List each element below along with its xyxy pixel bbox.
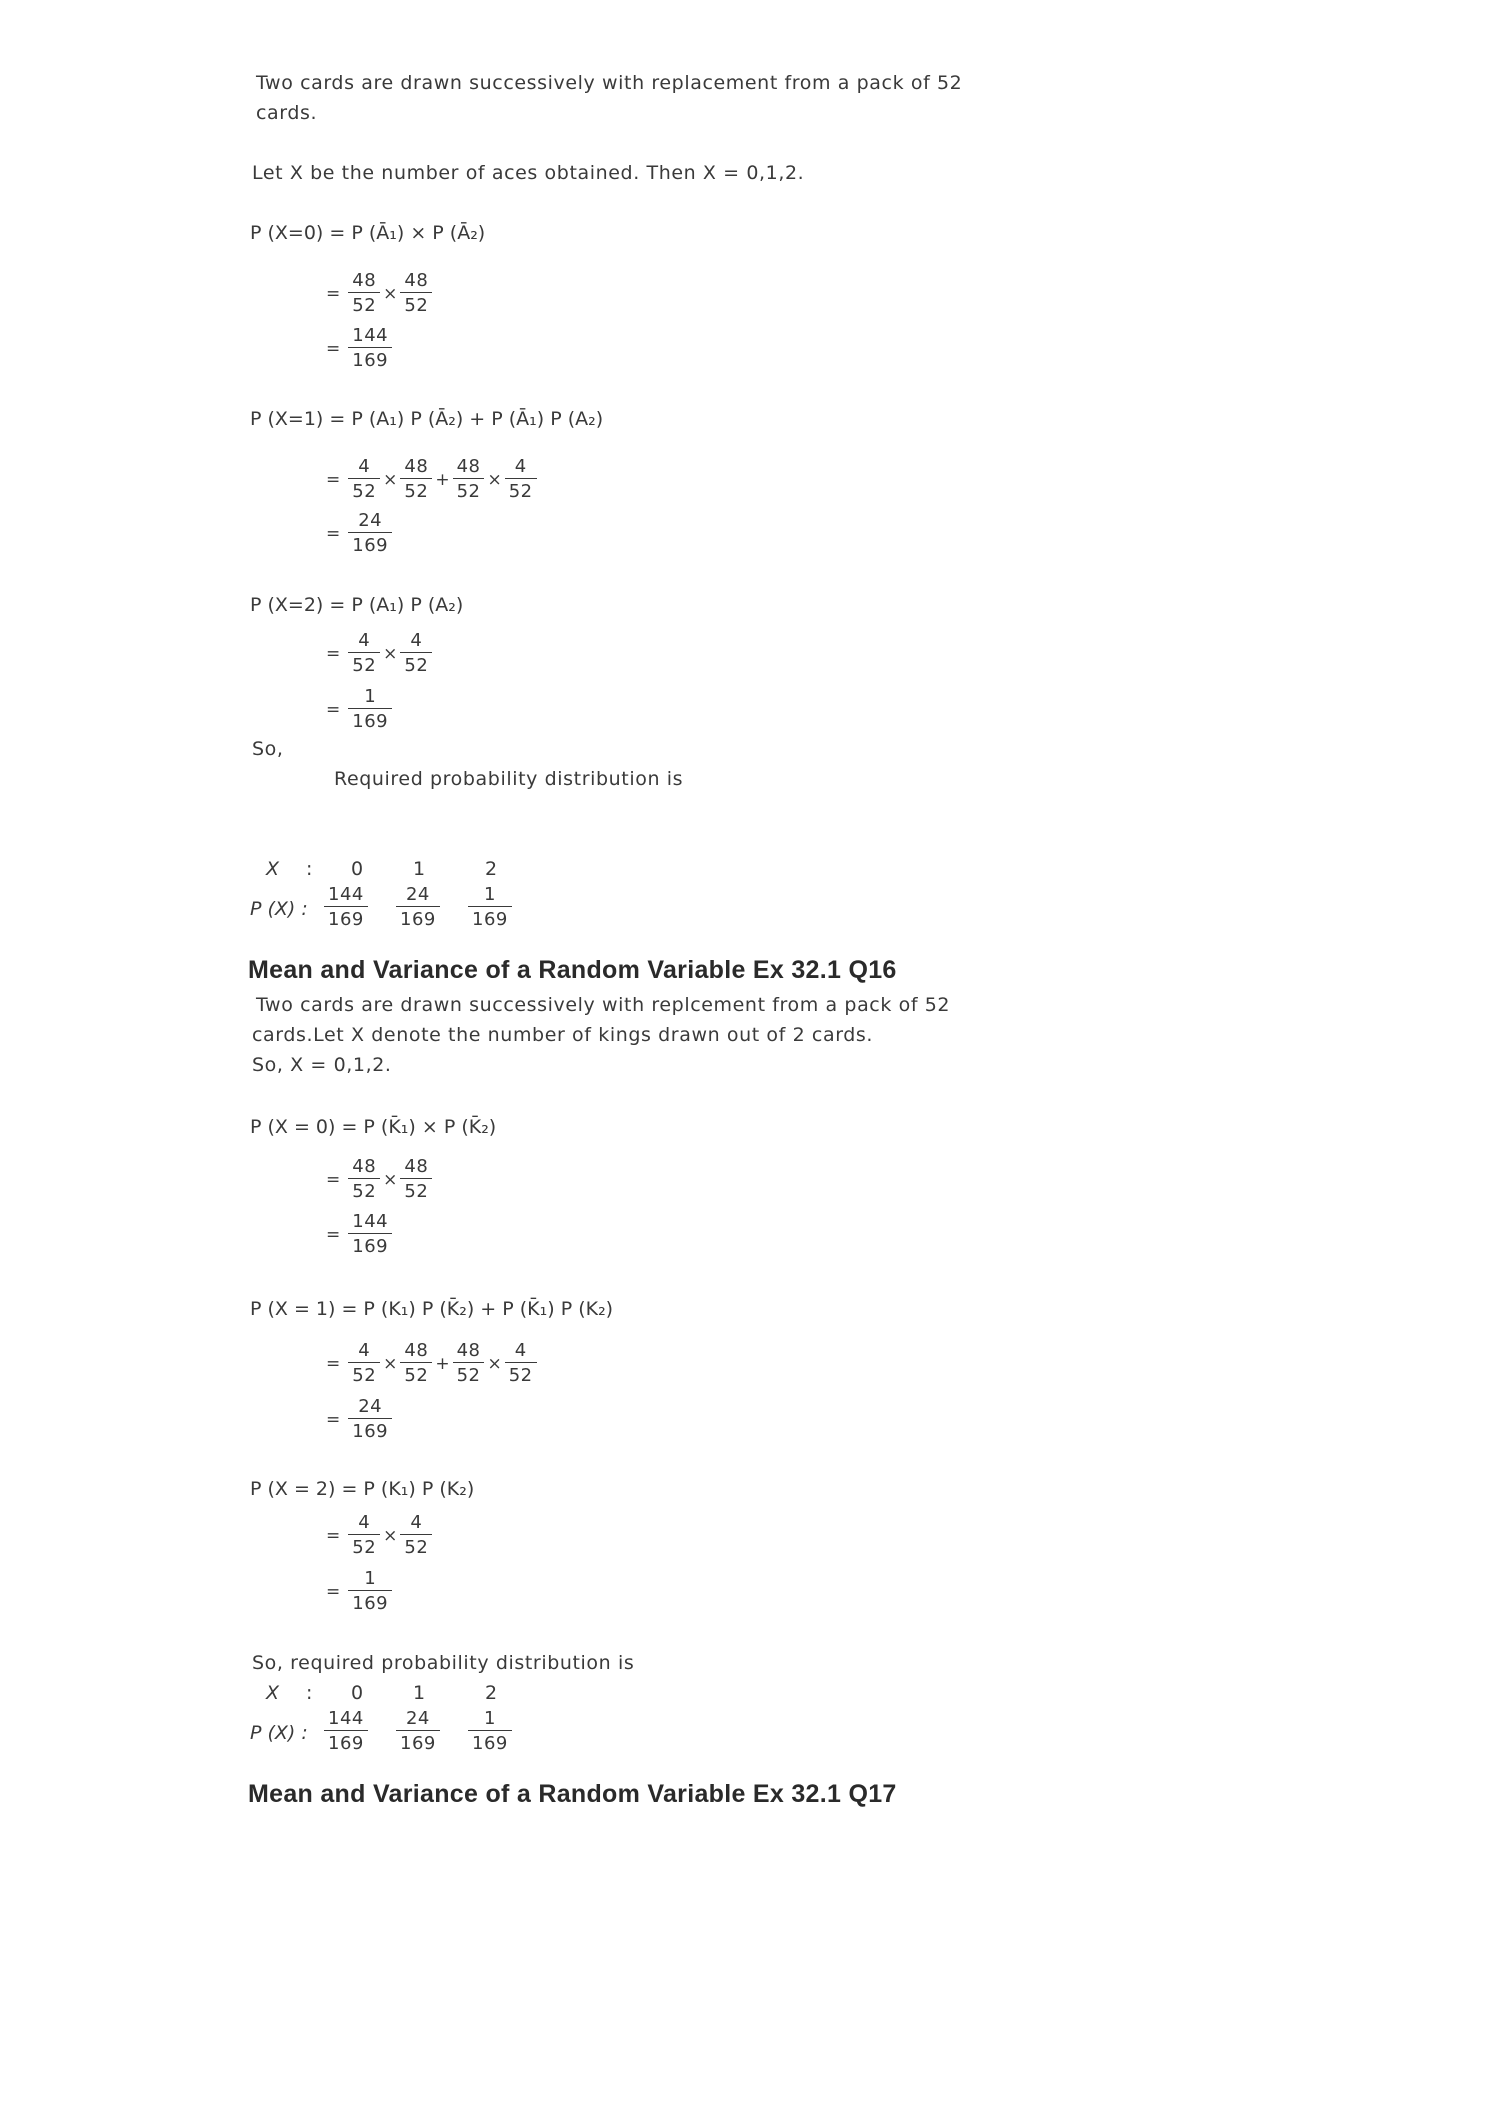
- q15-p0-step2: = $\frac{144}{169}$: [326, 325, 392, 372]
- dist-colon: :: [306, 858, 313, 880]
- dist-x-value: 1: [412, 1682, 426, 1704]
- q16-line-1: Two cards are drawn successively with replcement from a pack of 52: [256, 994, 951, 1016]
- q16-p0-lhs: P (X = 0) = P (K̄₁) × P (K̄₂): [250, 1116, 497, 1138]
- fraction: $\frac{144}{169}$: [348, 325, 392, 372]
- q15-p2-lhs: P (X=2) = P (A₁) P (A₂): [250, 594, 464, 616]
- q16-line-3: So, X = 0,1,2.: [252, 1054, 392, 1076]
- q16-p2-lhs: P (X = 2) = P (K₁) P (K₂): [250, 1478, 475, 1500]
- fraction: $\frac{4}{52}$: [505, 456, 537, 503]
- fraction: $\frac{4}{52}$: [348, 1340, 380, 1387]
- q15-p1-lhs: P (X=1) = P (A₁) P (Ā₂) + P (Ā₁) P (A₂): [250, 408, 604, 430]
- q16-required-distribution-text: So, required probability distribution is: [252, 1652, 635, 1674]
- fraction: $\frac{1}{169}$: [348, 1568, 392, 1615]
- fraction: $\frac{24}{169}$: [348, 510, 392, 557]
- dist-px-label: P (X) :: [250, 898, 308, 920]
- fraction: $\frac{48}{52}$: [400, 456, 432, 503]
- fraction: $\frac{4}{52}$: [348, 630, 380, 677]
- q16-p2-step2: = $\frac{1}{169}$: [326, 1568, 392, 1615]
- fraction: $\frac{4}{52}$: [400, 1512, 432, 1559]
- fraction: $\frac{4}{52}$: [348, 1512, 380, 1559]
- fraction: $\frac{48}{52}$: [453, 1340, 485, 1387]
- fraction: $\frac{1}{169}$: [348, 686, 392, 733]
- q16-p1-lhs: P (X = 1) = P (K₁) P (K̄₂) + P (K̄₁) P (K₂): [250, 1298, 614, 1320]
- q15-p2-step1: = $\frac{4}{52}$ × $\frac{4}{52}$: [326, 630, 432, 677]
- dist-prob-fraction: $\frac{24}{169}$: [396, 884, 440, 931]
- q16-p2-step1: = $\frac{4}{52}$ × $\frac{4}{52}$: [326, 1512, 432, 1559]
- q17-heading: Mean and Variance of a Random Variable Ex 32.1 Q17: [248, 1780, 897, 1808]
- fraction: $\frac{48}{52}$: [400, 1340, 432, 1387]
- intro-line-2: cards.: [256, 102, 318, 124]
- dist-x-value: 0: [350, 1682, 364, 1704]
- fraction: $\frac{4}{52}$: [400, 630, 432, 677]
- intro-line-1: Two cards are drawn successively with replacement from a pack of 52: [256, 72, 963, 94]
- dist-prob-fraction: $\frac{1}{169}$: [468, 1708, 512, 1755]
- dist-prob-fraction: $\frac{24}{169}$: [396, 1708, 440, 1755]
- q16-p1-step1: = $\frac{4}{52}$ × $\frac{48}{52}$ + $\frac{48}{52}$ × $\frac{4}{52}$: [326, 1340, 537, 1387]
- fraction: $\frac{4}{52}$: [348, 456, 380, 503]
- dist-prob-fraction: $\frac{144}{169}$: [324, 884, 368, 931]
- q15-p1-step2: = $\frac{24}{169}$: [326, 510, 392, 557]
- dist-px-label: P (X) :: [250, 1722, 308, 1744]
- q15-p0-lhs: P (X=0) = P (Ā₁) × P (Ā₂): [250, 222, 486, 244]
- required-distribution-text: Required probability distribution is: [334, 768, 684, 790]
- q16-p1-step2: = $\frac{24}{169}$: [326, 1396, 392, 1443]
- dist-x-value: 2: [484, 858, 498, 880]
- fraction: $\frac{48}{52}$: [400, 270, 432, 317]
- fraction: $\frac{144}{169}$: [348, 1211, 392, 1258]
- dist-x-value: 2: [484, 1682, 498, 1704]
- fraction: $\frac{24}{169}$: [348, 1396, 392, 1443]
- fraction: $\frac{48}{52}$: [348, 270, 380, 317]
- fraction: $\frac{48}{52}$: [453, 456, 485, 503]
- q16-heading: Mean and Variance of a Random Variable Ex 32.1 Q16: [248, 956, 897, 984]
- dist-x-value: 1: [412, 858, 426, 880]
- intro-let: Let X be the number of aces obtained. Then X = 0,1,2.: [252, 162, 805, 184]
- fraction: $\frac{48}{52}$: [400, 1156, 432, 1203]
- dist-colon: :: [306, 1682, 313, 1704]
- q15-p1-step1: = $\frac{4}{52}$ × $\frac{48}{52}$ + $\frac{48}{52}$ × $\frac{4}{52}$: [326, 456, 537, 503]
- q16-line-2: cards.Let X denote the number of kings drawn out of 2 cards.: [252, 1024, 874, 1046]
- q15-p2-step2: = $\frac{1}{169}$: [326, 686, 392, 733]
- dist-x-label: X: [266, 1682, 280, 1704]
- fraction: $\frac{48}{52}$: [348, 1156, 380, 1203]
- dist-prob-fraction: $\frac{144}{169}$: [324, 1708, 368, 1755]
- so-label: So,: [252, 738, 284, 760]
- dist-prob-fraction: $\frac{1}{169}$: [468, 884, 512, 931]
- dist-x-label: X: [266, 858, 280, 880]
- dist-x-value: 0: [350, 858, 364, 880]
- q16-p0-step2: = $\frac{144}{169}$: [326, 1211, 392, 1258]
- q16-p0-step1: = $\frac{48}{52}$ × $\frac{48}{52}$: [326, 1156, 432, 1203]
- fraction: $\frac{4}{52}$: [505, 1340, 537, 1387]
- q15-p0-step1: = $\frac{48}{52}$ × $\frac{48}{52}$: [326, 270, 432, 317]
